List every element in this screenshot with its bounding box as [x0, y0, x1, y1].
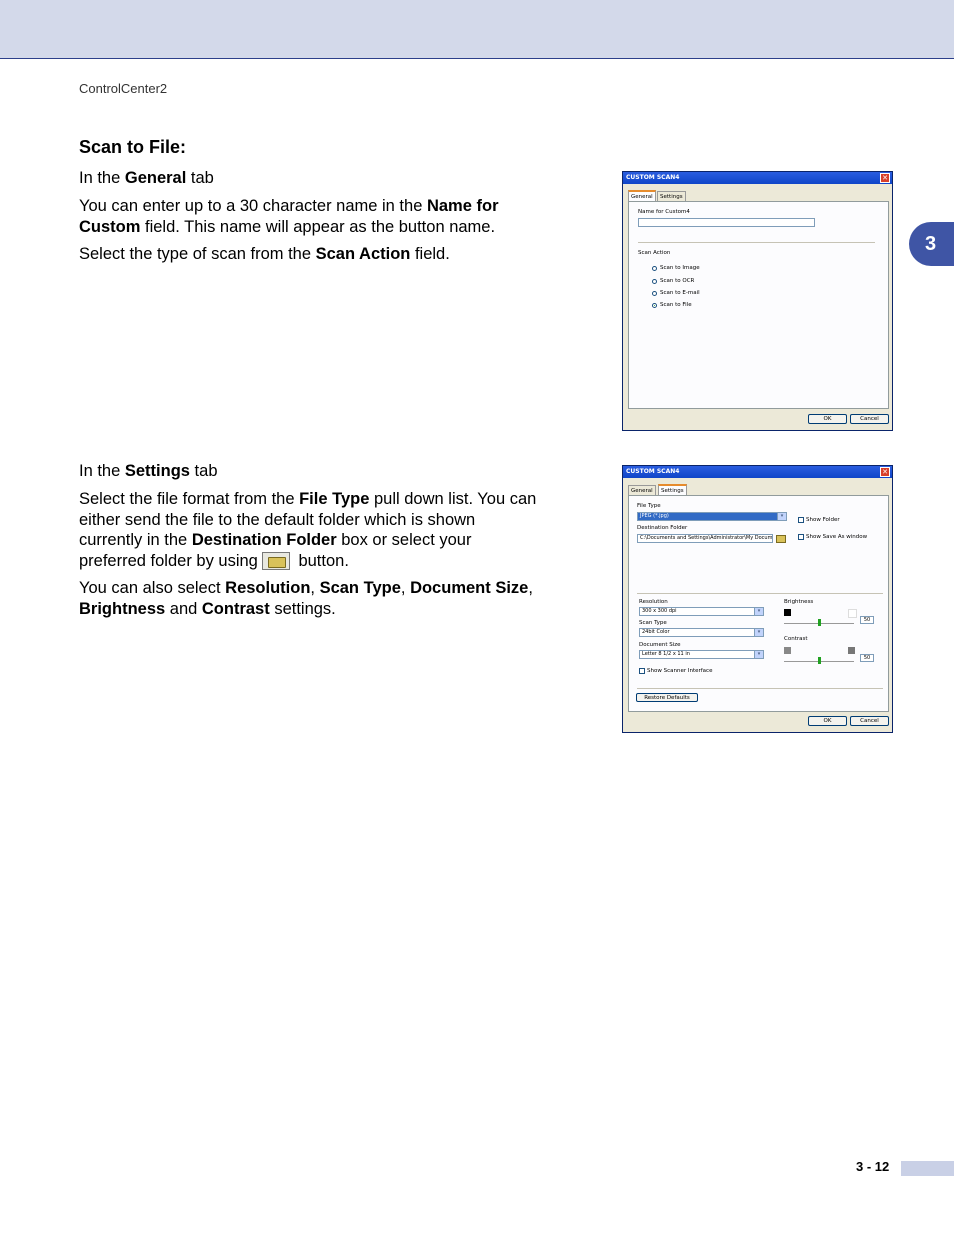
show-folder-label: Show Folder	[806, 517, 840, 523]
dialog-titlebar: CUSTOM SCAN4 ✕	[623, 466, 892, 478]
radio-scan-to-file[interactable]	[652, 303, 657, 308]
document-size-select[interactable]: Letter 8 1/2 x 11 in ▾	[639, 650, 764, 659]
document-size-label: Document Size	[639, 642, 681, 648]
tab-general[interactable]: General	[628, 190, 656, 201]
general-paragraph-1: You can enter up to a 30 character name in the Name for Custom field. This name will appear as the button name.	[79, 197, 499, 236]
destination-field[interactable]: C:\Documents and Settings\Administrator\My Docum	[637, 534, 773, 543]
brightness-thumb[interactable]	[818, 619, 821, 626]
dialog-titlebar: CUSTOM SCAN4 ✕	[623, 172, 892, 184]
name-label: Name for Custom4	[638, 209, 690, 215]
page-number: 3 - 12	[856, 1159, 890, 1174]
close-icon[interactable]: ✕	[880, 173, 890, 183]
tab-general[interactable]: General	[628, 485, 656, 495]
general-panel	[628, 201, 889, 409]
dark-swatch	[784, 609, 791, 616]
show-scanner-checkbox[interactable]	[639, 668, 645, 674]
contrast-thumb[interactable]	[818, 657, 821, 664]
high-contrast-swatch	[848, 647, 855, 654]
radio-scan-to-ocr[interactable]	[652, 279, 657, 284]
name-field[interactable]	[638, 218, 815, 227]
file-type-label: File Type	[637, 503, 661, 509]
settings-panel	[628, 495, 889, 712]
general-intro: In the General tab	[79, 169, 214, 187]
settings-paragraph-1: Select the file format from the File Type pull down list. You can either send the file to the default folder which is shown currently in the Destination Folder box or select your preferred folder by using button.	[79, 490, 537, 570]
cancel-button[interactable]: Cancel	[850, 414, 889, 424]
settings-paragraph-2: You can also select Resolution, Scan Type, Document Size, Brightness and Contrast settings.	[79, 579, 533, 618]
show-save-as-label: Show Save As window	[806, 534, 868, 540]
divider	[637, 688, 883, 689]
show-save-as-checkbox[interactable]	[798, 534, 804, 540]
scan-action-label: Scan Action	[638, 250, 671, 256]
destination-label: Destination Folder	[637, 525, 688, 531]
page-heading: Scan to File:	[79, 137, 187, 157]
brightness-label: Brightness	[784, 599, 814, 605]
show-folder-checkbox[interactable]	[798, 517, 804, 523]
chevron-down-icon[interactable]: ▾	[754, 608, 763, 615]
custom-scan-dialog-settings	[622, 465, 893, 733]
show-scanner-label: Show Scanner Interface	[647, 668, 713, 674]
section-title: ControlCenter2	[79, 81, 168, 96]
divider	[638, 242, 875, 243]
low-contrast-swatch	[784, 647, 791, 654]
header-bar	[0, 0, 954, 59]
tab-settings[interactable]: Settings	[658, 484, 687, 495]
light-swatch	[848, 609, 857, 618]
contrast-value[interactable]: 50	[860, 654, 874, 662]
close-icon[interactable]: ✕	[880, 467, 890, 477]
ok-button[interactable]: OK	[808, 414, 847, 424]
contrast-label: Contrast	[784, 636, 808, 642]
radio-scan-to-email[interactable]	[652, 291, 657, 296]
radio-label: Scan to Image	[660, 265, 700, 271]
ok-button[interactable]: OK	[808, 716, 847, 726]
chevron-down-icon[interactable]: ▾	[754, 629, 763, 636]
settings-intro: In the Settings tab	[79, 462, 218, 480]
radio-label: Scan to E-mail	[660, 290, 700, 296]
page-number-bar	[901, 1161, 954, 1176]
chapter-tab: 3	[909, 222, 954, 266]
browse-folder-icon[interactable]	[776, 535, 786, 543]
file-type-select[interactable]: JPEG (*.jpg) ▾	[637, 512, 787, 521]
resolution-label: Resolution	[639, 599, 668, 605]
custom-scan-dialog-general	[622, 171, 893, 431]
cancel-button[interactable]: Cancel	[850, 716, 889, 726]
brightness-value[interactable]: 50	[860, 616, 874, 624]
folder-button-icon	[262, 552, 290, 570]
general-paragraph-2: Select the type of scan from the Scan Action field.	[79, 245, 450, 263]
scan-type-select[interactable]: 24bit Color ▾	[639, 628, 764, 637]
restore-defaults-button[interactable]: Restore Defaults	[636, 693, 698, 702]
chevron-down-icon[interactable]: ▾	[777, 513, 786, 520]
scan-type-label: Scan Type	[639, 620, 667, 626]
radio-scan-to-image[interactable]	[652, 266, 657, 271]
radio-label: Scan to OCR	[660, 278, 695, 284]
divider	[637, 593, 883, 594]
radio-label: Scan to File	[660, 302, 692, 308]
chevron-down-icon[interactable]: ▾	[754, 651, 763, 658]
tab-settings[interactable]: Settings	[657, 191, 686, 201]
resolution-select[interactable]: 300 x 300 dpi ▾	[639, 607, 764, 616]
